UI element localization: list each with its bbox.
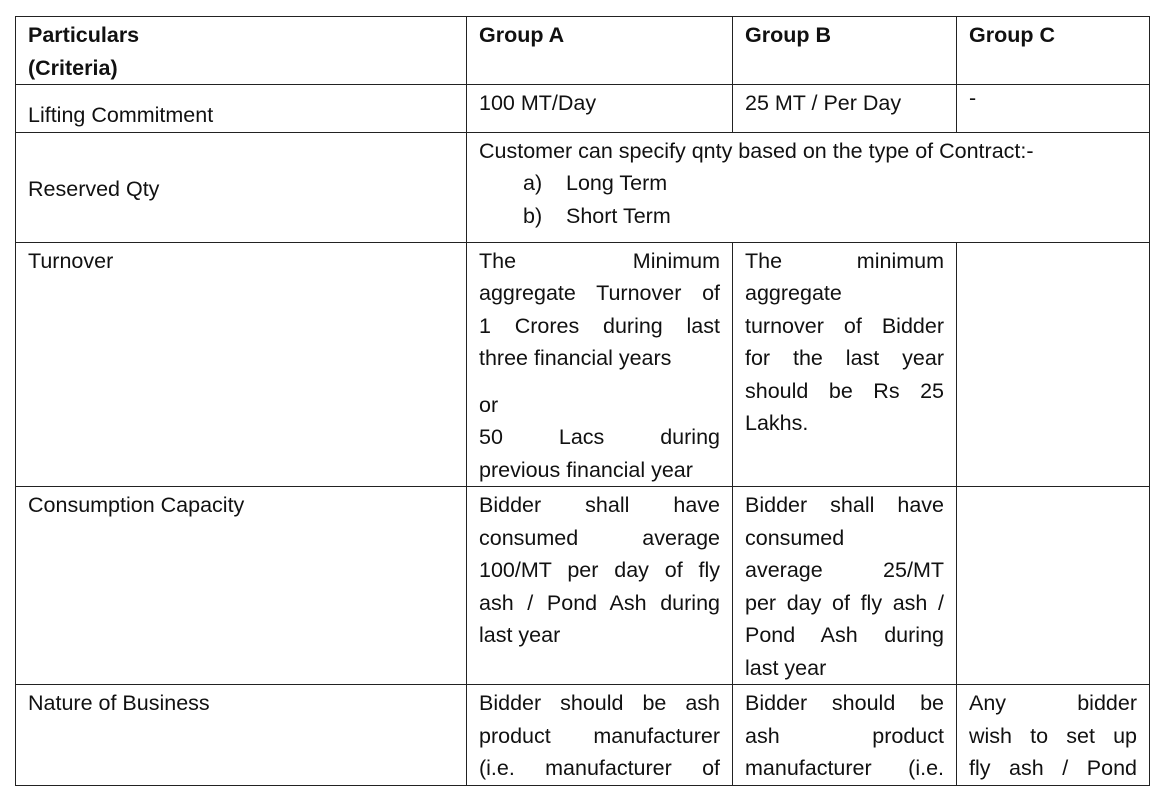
label-lifting-commitment: Lifting Commitment [16, 85, 467, 133]
header-group-c: Group C [957, 17, 1150, 85]
business-group-b [733, 685, 957, 786]
text-line: last year [745, 655, 827, 680]
text-line: aggregate [745, 281, 842, 305]
text-line: three financial years [479, 346, 672, 370]
text-line: product manufacturer [479, 723, 720, 748]
or-text: or [479, 392, 499, 417]
label-reserved-qty: Reserved Qty [16, 132, 467, 242]
header-particulars [16, 17, 467, 85]
header-group-b: Group B [733, 17, 957, 85]
lifting-group-c: - [957, 85, 1150, 133]
text-line: fly ash / Pond [969, 756, 1137, 780]
text-line: The Minimum [479, 248, 720, 273]
text-line: 1 Crores during last [479, 313, 720, 338]
header-group-a: Group A [467, 17, 733, 85]
table-row-lifting [16, 85, 1150, 133]
lifting-group-b: 25 MT / Per Day [733, 85, 957, 133]
text-line: Bidder should be ash [479, 691, 720, 715]
text-line: ash / Pond Ash during [479, 590, 720, 615]
text-line: per day of fly ash / [745, 590, 944, 615]
label-consumption-capacity: Consumption Capacity [16, 487, 467, 685]
list-item [479, 167, 1137, 200]
text-line: 100/MT per day of fly [479, 558, 720, 582]
business-group-a [467, 685, 733, 786]
label-nature-of-business: Nature of Business [16, 685, 467, 786]
text-line: for the last year [745, 346, 944, 370]
text-line: (i.e. manufacturer of [479, 756, 720, 780]
text-line: Bidder shall have [479, 493, 720, 517]
text-line: turnover of Bidder [745, 313, 944, 338]
text-line: ash product [745, 723, 944, 748]
table-row-business [16, 685, 1150, 786]
text-line: average 25/MT [745, 558, 944, 582]
table-row-reserved [16, 132, 1150, 242]
lifting-group-a: 100 MT/Day [467, 85, 733, 133]
criteria-table [15, 16, 1150, 786]
text-line: wish to set up [969, 723, 1137, 748]
consumption-group-c [957, 487, 1150, 685]
list-item [479, 200, 1137, 233]
turnover-group-b [733, 242, 957, 487]
text-line: previous financial year [479, 457, 693, 482]
text-line: consumed [745, 525, 845, 550]
table-row-consumption [16, 487, 1150, 685]
text-line: manufacturer (i.e. [745, 756, 944, 780]
turnover-group-a [467, 242, 733, 487]
reserved-description [467, 132, 1150, 242]
text-line: consumed average [479, 525, 720, 550]
turnover-group-c [957, 242, 1150, 487]
header-particulars-line1: Particulars [28, 23, 140, 47]
list-marker: b) [523, 203, 543, 228]
table-row-turnover [16, 242, 1150, 487]
reserved-intro: Customer can specify qnty based on the type of Contract:- [479, 138, 1034, 163]
contract-type-list [479, 167, 1137, 232]
text-line: Pond Ash during [745, 623, 944, 647]
text-line: Bidder should be [745, 691, 944, 715]
text-line: Any bidder [969, 691, 1137, 715]
list-item-text: Long Term [566, 171, 668, 195]
consumption-group-b [733, 487, 957, 685]
header-row [16, 17, 1150, 85]
list-item-text: Short Term [566, 203, 671, 228]
business-group-c [957, 685, 1150, 786]
list-marker: a) [523, 171, 543, 195]
text-line: last year [479, 623, 561, 647]
text-line: aggregate Turnover of [479, 281, 720, 305]
header-particulars-line2: (Criteria) [28, 55, 118, 80]
text-line: 50 Lacs during [479, 425, 720, 449]
text-line: should be Rs 25 [745, 378, 944, 403]
text-line: The minimum [745, 248, 944, 273]
text-line: Lakhs. [745, 411, 809, 435]
consumption-group-a [467, 487, 733, 685]
label-turnover: Turnover [16, 242, 467, 487]
text-line: Bidder shall have [745, 493, 944, 517]
